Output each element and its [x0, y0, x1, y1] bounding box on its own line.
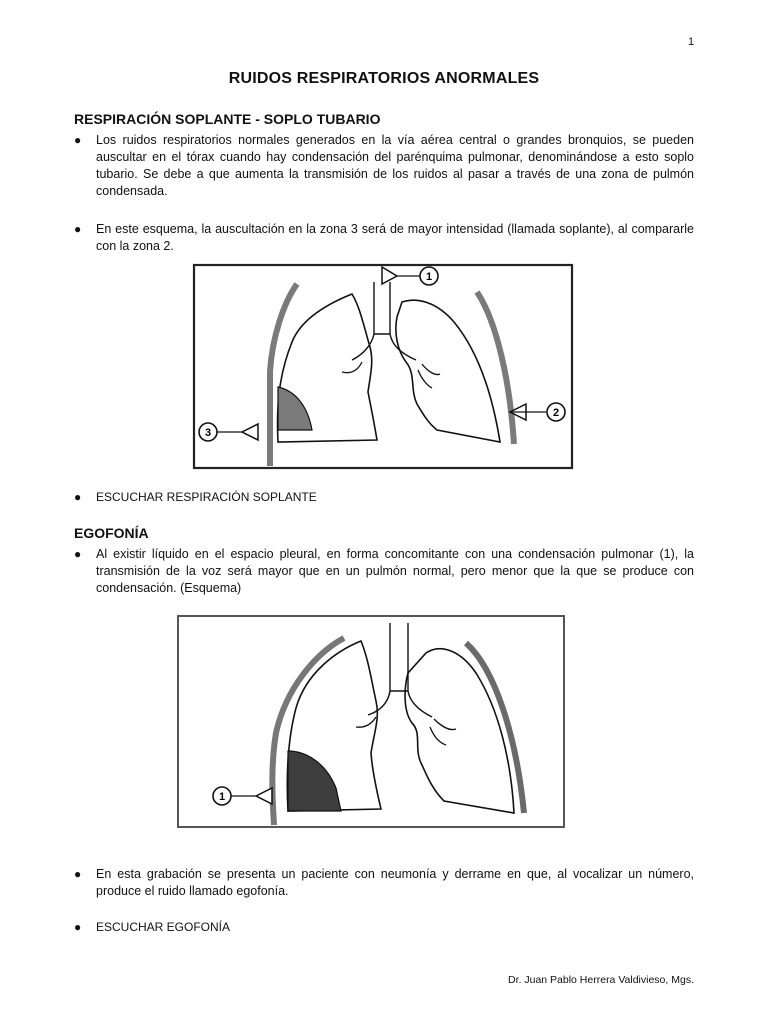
bullet-text: En esta grabación se presenta un paciente con neumonía y derrame en que, al vocalizar un número, produce el ruido llamado egofonía.	[96, 867, 694, 898]
listen-egofonia-link[interactable]: ESCUCHAR EGOFONÍA	[96, 920, 231, 934]
bullet-zone-comparison	[74, 221, 694, 255]
bullet-egofonia-definition	[74, 546, 694, 597]
bullet-dot: ●	[74, 920, 82, 934]
listen-egofonia-item[interactable]	[74, 919, 694, 936]
zone-label-2: 2	[552, 407, 560, 419]
bullet-dot: ●	[74, 867, 82, 881]
page-number: 1	[688, 36, 695, 48]
zone-label-3: 3	[204, 427, 212, 439]
page-title: RUIDOS RESPIRATORIOS ANORMALES	[228, 70, 540, 87]
bullet-dot: ●	[74, 490, 82, 504]
bullet-text: Los ruidos respiratorios normales generados en la vía aérea central o grandes bronquios, se pueden auscultar en el tórax cuando hay condensación del parénquima pulmonar, denominándose a esto soplo tubario. Se debe a que aumenta la transmisión de los ruidos al pasar a través de una zona de pulmón condensada.	[96, 133, 694, 198]
bullet-text: En este esquema, la auscultación en la zona 3 será de mayor intensidad (llamada soplante), al compararle con la zona 2.	[96, 222, 694, 253]
footer-author: Dr. Juan Pablo Herrera Valdivieso, Mgs.	[508, 974, 694, 986]
bullet-soplo-definition	[74, 132, 694, 200]
lung-diagram-egofonia	[176, 613, 568, 831]
bullet-dot: ●	[74, 133, 82, 147]
listen-soplante-item[interactable]	[74, 489, 694, 506]
listen-soplante-link[interactable]: ESCUCHAR RESPIRACIÓN SOPLANTE	[96, 490, 317, 504]
bullet-recording-description	[74, 866, 694, 900]
section-heading-egofonia: EGOFONÍA	[74, 525, 149, 541]
zone-label-1: 1	[425, 271, 433, 283]
zone-label-1: 1	[218, 791, 226, 803]
lung-diagram-soplo	[192, 262, 576, 472]
bullet-dot: ●	[74, 222, 82, 236]
bullet-dot: ●	[74, 547, 82, 561]
bullet-text: Al existir líquido en el espacio pleural, en forma concomitante con una condensación pulmonar (1), la transmisión de la voz será mayor que en un pulmón normal, pero menor que la que se produce con condensación. (Esquema)	[96, 547, 694, 595]
section-heading-soplo-tubario: RESPIRACIÓN SOPLANTE - SOPLO TUBARIO	[74, 111, 381, 127]
